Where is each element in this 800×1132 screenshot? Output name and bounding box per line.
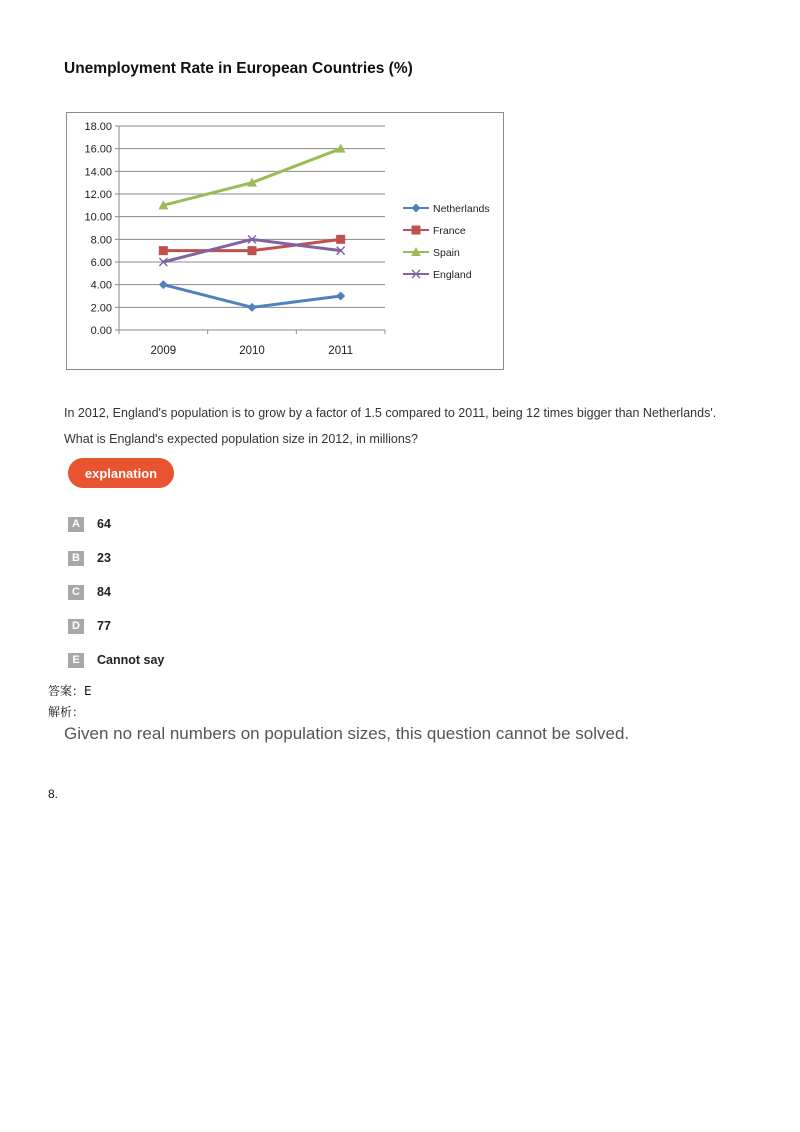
answer-line [48,682,92,699]
question-line-1: In 2012, England's population is to grow by a factor of 1.5 compared to 2011, being 12 times bigger than Netherlands'. [64,406,717,420]
data-point-netherlands [336,292,345,301]
legend-marker-netherlands [412,204,421,213]
option-letter: E [68,653,84,668]
option-text: 84 [97,585,111,599]
y-tick-label: 12.00 [84,189,112,201]
option-letter: D [68,619,84,634]
legend-marker-france [412,226,421,235]
legend-label-england: England [433,269,472,281]
y-tick-label: 4.00 [90,279,112,292]
y-tick-label: 2.00 [90,302,112,315]
option-e[interactable] [68,651,164,669]
data-point-france [336,235,345,244]
option-text: 64 [97,517,111,531]
option-letter: B [68,551,84,566]
next-question-number: 8. [48,787,59,801]
data-point-france [159,246,168,255]
analysis-label: 解析： [48,705,85,719]
line-chart [66,112,504,370]
x-tick-label: 2011 [328,345,354,357]
data-point-france [248,246,257,255]
chart-title: Unemployment Rate in European Countries (%) [64,60,413,77]
option-a[interactable] [68,515,111,533]
option-text: 77 [97,619,111,633]
x-tick-label: 2009 [150,345,177,357]
y-tick-label: 8.00 [90,234,112,247]
option-text: 23 [97,551,111,565]
chart-svg [67,113,505,371]
data-point-netherlands [159,280,168,289]
answer-label: 答案： [48,684,85,698]
y-tick-label: 18.00 [84,121,112,133]
answer-value: E [84,684,92,698]
y-tick-label: 0.00 [90,325,112,337]
option-letter: C [68,585,84,600]
x-tick-label: 2010 [239,345,265,357]
solution-text: Given no real numbers on population sizes, this question cannot be solved. [64,724,630,743]
option-text: Cannot say [97,653,165,667]
legend-label-netherlands: Netherlands [433,203,490,215]
series-line-spain [163,149,340,206]
question-line-2: What is England's expected population size in 2012, in millions? [64,432,418,446]
legend-label-france: France [433,225,466,237]
y-tick-label: 14.00 [84,166,112,179]
option-letter: A [68,517,84,532]
option-d[interactable] [68,617,111,635]
option-b[interactable] [68,549,111,567]
y-tick-label: 6.00 [90,257,112,269]
data-point-netherlands [248,303,257,312]
y-tick-label: 16.00 [84,143,112,156]
legend-label-spain: Spain [433,247,460,259]
option-c[interactable] [68,583,111,601]
explanation-button[interactable]: explanation [68,458,174,488]
y-tick-label: 10.00 [84,211,112,224]
